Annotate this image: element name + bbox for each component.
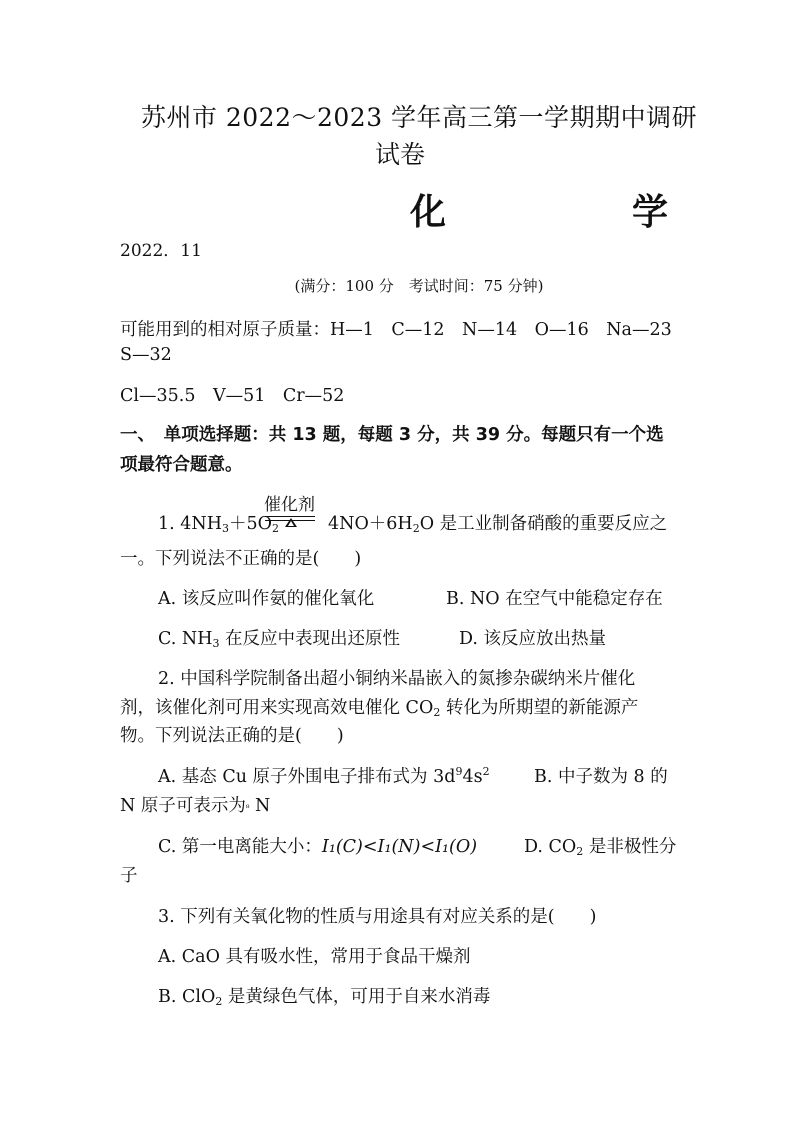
question-1-option-c: C. $NH_3$ 在反应中表现出还原性: [158, 629, 401, 650]
question-2-option-d: D. $CO_2$ 是非极性分: [524, 837, 677, 858]
exam-date: 2022．11: [120, 241, 202, 261]
question-2-option-c: C. 第一电离能大小：I₁(C)<I₁(N)<I₁(O): [158, 837, 478, 857]
question-1-option-b: B. NO 在空气中能稳定存在: [446, 589, 663, 609]
question-2-stem: 2. 中国科学院制备出超小铜纳米晶嵌入的氮掺杂碳纳米片催化: [158, 669, 636, 689]
atomic-mass-line-3: Cl—35.5 V—51 Cr—52: [120, 386, 345, 406]
catalyst-label: 催化剂: [264, 495, 315, 515]
question-1-option-d: D. 该反应放出热量: [459, 629, 607, 649]
question-2-stem-line-2: 剂，该催化剂可用来实现高效电催化 $CO_2$ 转化为所期望的新能源产: [120, 698, 639, 719]
section-heading-continued: 项最符合题意。: [120, 455, 243, 475]
question-1-stem-continued: 一。下列说法不正确的是( ): [120, 549, 362, 569]
question-1-reactants: 1. $4NH_3+5O_2$: [158, 514, 279, 535]
exam-title: 苏州市 2022～2023 学年高三第一学期期中调研: [140, 103, 698, 132]
section-heading: 一、 单项选择题：共 13 题，每题 3 分，共 39 分。每题只有一个选: [120, 425, 664, 445]
atomic-mass-line-2: S—32: [120, 345, 172, 365]
question-2-stem-line-3: 物。下列说法正确的是( ): [120, 726, 344, 746]
atomic-mass-line-1: 可能用到的相对原子质量：H—1 C—12 N—14 O—16 Na—23: [120, 320, 672, 340]
question-1-option-a: A. 该反应叫作氨的催化氧化: [158, 589, 375, 609]
question-3-option-a: A. CaO 具有吸水性，常用于食品干燥剂: [158, 947, 471, 967]
question-2-option-d-continued: 子: [120, 866, 138, 886]
question-2-option-b: B. 中子数为 8 的: [534, 767, 668, 787]
question-2-option-a: A. 基态 Cu 原子外围电子排布式为 $3d^94s^2$: [158, 765, 490, 787]
exam-info: (满分：100 分 考试时间：75 分钟): [294, 277, 544, 295]
question-2-option-b-continued: N 原子可表示为⁸ N: [120, 796, 271, 816]
exam-title-continued: 试卷: [375, 140, 426, 169]
question-1-products: $4NO+6H_2O$ 是工业制备硝酸的重要反应之: [328, 514, 668, 535]
question-3-option-b: B. ClO$_2$ 是黄绿色气体，可用于自来水消毒: [158, 987, 491, 1008]
subject-char-right: 学: [632, 191, 669, 233]
question-3-stem: 3. 下列有关氧化物的性质与用途具有对应关系的是( ): [158, 907, 597, 927]
subject-char-left: 化: [410, 191, 447, 233]
